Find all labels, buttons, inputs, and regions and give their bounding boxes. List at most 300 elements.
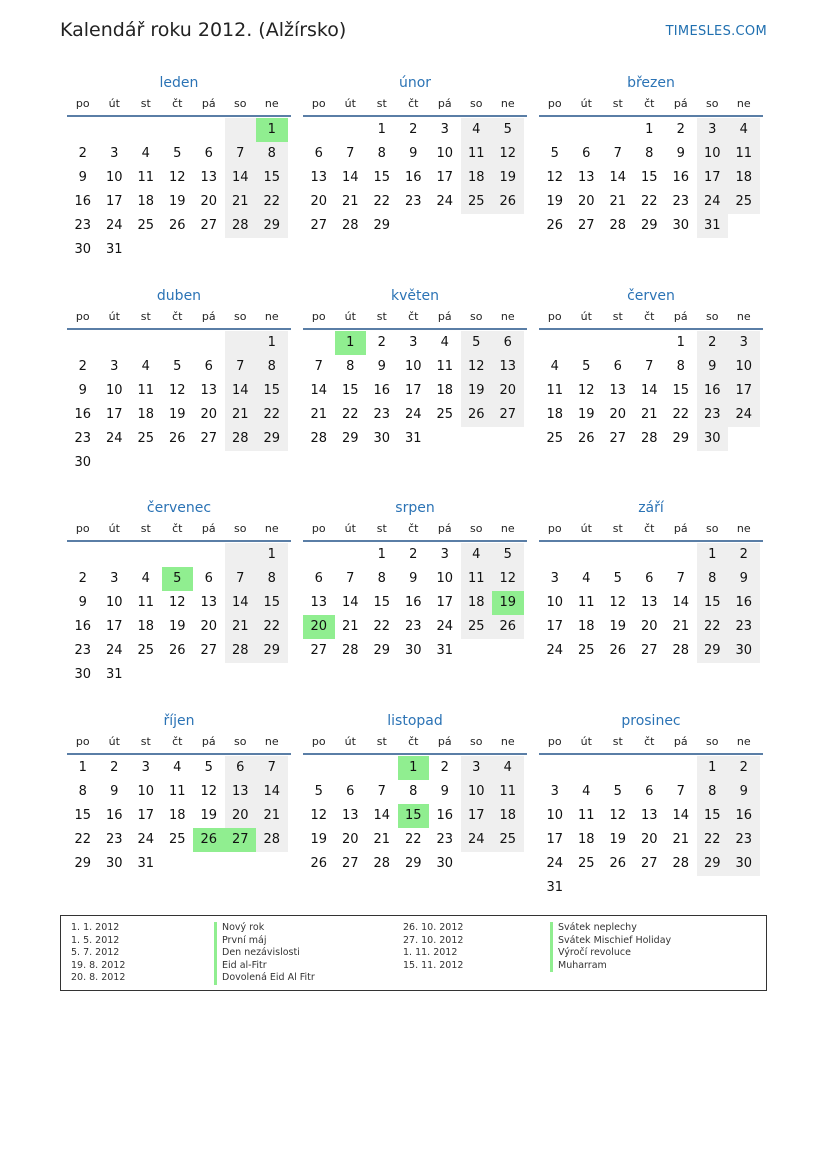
- day-cell: 12: [310, 808, 328, 823]
- empty-day-cell: [335, 543, 367, 567]
- weekday-label: st: [376, 735, 387, 748]
- day-cell: 3: [110, 571, 119, 586]
- empty-day-cell: [429, 214, 461, 238]
- day-cell: 4: [440, 335, 449, 350]
- weekday-label: ne: [264, 310, 279, 323]
- day-cell: 13: [200, 383, 218, 398]
- legend-date: 19. 8. 2012: [71, 959, 126, 971]
- day-cell: 25: [546, 431, 564, 446]
- day-cell: 17: [105, 619, 123, 634]
- day-cell: 31: [546, 880, 564, 895]
- day-cell: 9: [440, 784, 449, 799]
- day-cell: 21: [373, 832, 391, 847]
- empty-day-cell: [461, 427, 493, 451]
- day-cell: 13: [310, 595, 328, 610]
- day-cell: 14: [225, 166, 257, 190]
- day-cell: 15: [697, 591, 729, 615]
- empty-day-cell: [539, 543, 571, 567]
- weekday-label: pá: [201, 522, 216, 535]
- legend-holiday-name: Svátek Mischief Holiday: [550, 935, 671, 948]
- empty-day-cell: [634, 543, 666, 567]
- day-cell: 21: [341, 619, 359, 634]
- weekday-label: čt: [172, 310, 183, 323]
- day-cell: 26: [168, 643, 186, 658]
- day-cell: 7: [225, 142, 257, 166]
- day-cell: 15: [256, 379, 288, 403]
- day-cell: 3: [440, 547, 449, 562]
- day-cell: 23: [74, 431, 92, 446]
- day-cell: 23: [728, 615, 760, 639]
- day-cell: 15: [341, 383, 359, 398]
- weekday-label: po: [311, 735, 326, 748]
- day-cell: 19: [492, 591, 524, 615]
- day-cell: 15: [256, 166, 288, 190]
- day-cell: 29: [373, 643, 391, 658]
- day-cell: 16: [74, 619, 92, 634]
- day-cell: 28: [341, 218, 359, 233]
- day-cell: 26: [546, 218, 564, 233]
- day-cell: 1: [256, 543, 288, 567]
- empty-day-cell: [225, 238, 257, 262]
- empty-day-cell: [539, 756, 571, 780]
- month-title: duben: [156, 288, 202, 304]
- day-cell: 25: [728, 190, 760, 214]
- day-cell: 16: [404, 170, 422, 185]
- day-cell: 24: [436, 194, 454, 209]
- weekday-label: st: [376, 310, 387, 323]
- day-cell: 2: [110, 760, 119, 775]
- day-cell: 26: [461, 403, 493, 427]
- day-cell: 12: [168, 383, 186, 398]
- day-cell: 15: [373, 595, 391, 610]
- day-cell: 20: [310, 194, 328, 209]
- empty-day-cell: [130, 451, 162, 475]
- legend-holiday-name: Nový rok: [214, 922, 315, 935]
- day-cell: 28: [609, 218, 627, 233]
- day-cell: 28: [341, 643, 359, 658]
- day-cell: 20: [200, 407, 218, 422]
- day-cell: 13: [200, 170, 218, 185]
- month-květen: [303, 286, 527, 451]
- day-grid: [539, 756, 763, 900]
- weekday-header: [303, 306, 527, 330]
- day-cell: 8: [676, 359, 685, 374]
- weekday-header: [303, 518, 527, 542]
- empty-day-cell: [461, 639, 493, 663]
- empty-day-cell: [461, 852, 493, 876]
- day-cell: 21: [341, 194, 359, 209]
- day-cell: 2: [78, 359, 87, 374]
- day-cell: 22: [373, 194, 391, 209]
- day-cell: 11: [436, 359, 454, 374]
- day-cell: 27: [609, 431, 627, 446]
- day-grid: [303, 543, 527, 663]
- empty-day-cell: [67, 331, 99, 355]
- empty-day-cell: [162, 331, 194, 355]
- weekday-label: po: [75, 735, 90, 748]
- day-cell: 12: [577, 383, 595, 398]
- day-cell: 30: [74, 667, 92, 682]
- weekday-label: st: [140, 522, 151, 535]
- weekday-label: ne: [736, 522, 751, 535]
- month-listopad: [303, 711, 527, 876]
- empty-day-cell: [571, 543, 603, 567]
- day-cell: 7: [676, 571, 685, 586]
- day-cell: 8: [256, 567, 288, 591]
- day-cell: 26: [609, 643, 627, 658]
- day-cell: 20: [577, 194, 595, 209]
- empty-day-cell: [162, 118, 194, 142]
- weekday-label: út: [108, 522, 120, 535]
- day-cell: 4: [141, 146, 150, 161]
- day-cell: 18: [137, 619, 155, 634]
- day-cell: 18: [137, 194, 155, 209]
- day-cell: 18: [577, 619, 595, 634]
- day-cell: 12: [609, 595, 627, 610]
- legend-holiday-name: Eid al-Fitr: [214, 960, 315, 973]
- day-cell: 25: [577, 643, 595, 658]
- empty-day-cell: [602, 543, 634, 567]
- day-cell: 4: [461, 118, 493, 142]
- empty-day-cell: [225, 451, 257, 475]
- day-cell: 2: [78, 146, 87, 161]
- day-cell: 23: [697, 403, 729, 427]
- day-cell: 20: [200, 619, 218, 634]
- day-cell: 13: [577, 170, 595, 185]
- weekday-header: [539, 731, 763, 755]
- weekday-label: ne: [264, 735, 279, 748]
- weekday-label: út: [108, 310, 120, 323]
- day-cell: 16: [436, 808, 454, 823]
- day-cell: 17: [546, 619, 564, 634]
- day-cell: 29: [697, 639, 729, 663]
- legend-holiday-name: Den nezávislosti: [214, 947, 315, 960]
- day-cell: 1: [377, 547, 386, 562]
- day-cell: 24: [137, 832, 155, 847]
- day-cell: 10: [728, 355, 760, 379]
- day-cell: 29: [672, 431, 690, 446]
- empty-day-cell: [602, 331, 634, 355]
- weekday-label: út: [108, 97, 120, 110]
- day-cell: 11: [546, 383, 564, 398]
- empty-day-cell: [461, 214, 493, 238]
- day-cell: 4: [461, 543, 493, 567]
- weekday-label: ne: [736, 97, 751, 110]
- empty-day-cell: [634, 331, 666, 355]
- legend-holiday-name: Výročí revoluce: [550, 947, 671, 960]
- day-cell: 19: [461, 379, 493, 403]
- day-cell: 19: [168, 194, 186, 209]
- weekday-header: [539, 306, 763, 330]
- day-cell: 11: [577, 808, 595, 823]
- day-cell: 26: [492, 190, 524, 214]
- weekday-label: po: [75, 97, 90, 110]
- day-cell: 19: [200, 808, 218, 823]
- day-cell: 24: [546, 643, 564, 658]
- weekday-label: čt: [408, 522, 419, 535]
- day-cell: 19: [168, 619, 186, 634]
- day-cell: 22: [640, 194, 658, 209]
- legend-date: 15. 11. 2012: [403, 959, 464, 971]
- day-cell: 13: [609, 383, 627, 398]
- day-cell: 17: [728, 379, 760, 403]
- day-cell: 29: [256, 427, 288, 451]
- weekday-label: pá: [437, 522, 452, 535]
- weekday-label: út: [580, 310, 592, 323]
- day-cell: 1: [697, 756, 729, 780]
- day-cell: 11: [137, 383, 155, 398]
- month-duben: [67, 286, 291, 475]
- day-cell: 10: [404, 359, 422, 374]
- day-cell: 30: [728, 639, 760, 663]
- day-cell: 4: [492, 756, 524, 780]
- empty-day-cell: [602, 876, 634, 900]
- day-cell: 24: [436, 619, 454, 634]
- empty-day-cell: [492, 427, 524, 451]
- day-cell: 25: [492, 828, 524, 852]
- day-cell: 17: [546, 832, 564, 847]
- day-cell: 10: [697, 142, 729, 166]
- weekday-label: čt: [172, 522, 183, 535]
- day-cell: 25: [137, 643, 155, 658]
- day-cell: 11: [168, 784, 186, 799]
- empty-day-cell: [225, 543, 257, 567]
- day-cell: 17: [105, 407, 123, 422]
- weekday-label: ne: [500, 97, 515, 110]
- day-cell: 2: [409, 547, 418, 562]
- weekday-label: st: [376, 522, 387, 535]
- day-cell: 6: [314, 571, 323, 586]
- day-cell: 13: [310, 170, 328, 185]
- day-cell: 9: [78, 170, 87, 185]
- day-cell: 16: [728, 804, 760, 828]
- weekday-label: pá: [437, 735, 452, 748]
- weekday-label: po: [547, 97, 562, 110]
- day-cell: 2: [78, 571, 87, 586]
- empty-day-cell: [303, 118, 335, 142]
- empty-day-cell: [634, 876, 666, 900]
- weekday-label: st: [612, 522, 623, 535]
- day-cell: 18: [728, 166, 760, 190]
- day-cell: 17: [697, 166, 729, 190]
- month-title: srpen: [395, 500, 435, 516]
- empty-day-cell: [697, 876, 729, 900]
- empty-day-cell: [225, 118, 257, 142]
- day-cell: 16: [373, 383, 391, 398]
- empty-day-cell: [492, 639, 524, 663]
- day-cell: 9: [728, 780, 760, 804]
- month-únor: [303, 73, 527, 238]
- weekday-header: [539, 93, 763, 117]
- day-cell: 5: [461, 331, 493, 355]
- day-cell: 31: [137, 856, 155, 871]
- day-cell: 5: [173, 359, 182, 374]
- weekday-label: so: [470, 522, 483, 535]
- weekday-label: po: [75, 522, 90, 535]
- day-cell: 6: [314, 146, 323, 161]
- day-cell: 28: [310, 431, 328, 446]
- day-cell: 15: [640, 170, 658, 185]
- month-title: leden: [159, 75, 199, 91]
- weekday-label: po: [311, 97, 326, 110]
- day-cell: 13: [640, 595, 658, 610]
- empty-day-cell: [728, 427, 760, 451]
- day-cell: 14: [640, 383, 658, 398]
- day-cell: 27: [200, 218, 218, 233]
- day-cell: 2: [377, 335, 386, 350]
- day-cell: 7: [256, 756, 288, 780]
- day-cell: 1: [398, 756, 430, 780]
- weekday-label: ne: [500, 735, 515, 748]
- empty-day-cell: [665, 876, 697, 900]
- legend-names: [214, 922, 315, 985]
- day-cell: 14: [256, 780, 288, 804]
- day-cell: 23: [373, 407, 391, 422]
- day-cell: 10: [436, 571, 454, 586]
- day-cell: 23: [436, 832, 454, 847]
- day-cell: 26: [168, 431, 186, 446]
- weekday-label: po: [75, 310, 90, 323]
- weekday-label: so: [234, 310, 247, 323]
- empty-day-cell: [665, 756, 697, 780]
- weekday-label: ne: [264, 522, 279, 535]
- day-cell: 24: [546, 856, 564, 871]
- empty-day-cell: [99, 331, 131, 355]
- day-cell: 9: [78, 595, 87, 610]
- empty-day-cell: [303, 331, 335, 355]
- day-cell: 10: [546, 595, 564, 610]
- day-grid: [539, 118, 763, 238]
- weekday-label: út: [344, 522, 356, 535]
- weekday-label: út: [344, 97, 356, 110]
- empty-day-cell: [571, 756, 603, 780]
- month-title: březen: [627, 75, 675, 91]
- weekday-label: út: [580, 97, 592, 110]
- empty-day-cell: [571, 118, 603, 142]
- day-cell: 7: [613, 146, 622, 161]
- day-cell: 19: [492, 166, 524, 190]
- weekday-header: [67, 731, 291, 755]
- day-cell: 21: [256, 804, 288, 828]
- day-cell: 11: [461, 142, 493, 166]
- day-cell: 6: [204, 359, 213, 374]
- weekday-label: so: [470, 735, 483, 748]
- day-cell: 11: [728, 142, 760, 166]
- day-cell: 20: [225, 804, 257, 828]
- empty-day-cell: [256, 238, 288, 262]
- empty-day-cell: [162, 543, 194, 567]
- day-cell: 25: [461, 190, 493, 214]
- day-cell: 16: [728, 591, 760, 615]
- day-cell: 10: [137, 784, 155, 799]
- day-cell: 19: [577, 407, 595, 422]
- day-cell: 16: [74, 407, 92, 422]
- day-cell: 13: [200, 595, 218, 610]
- weekday-label: út: [108, 735, 120, 748]
- day-cell: 8: [377, 146, 386, 161]
- day-cell: 28: [373, 856, 391, 871]
- day-cell: 20: [303, 615, 335, 639]
- day-cell: 2: [676, 122, 685, 137]
- day-cell: 3: [697, 118, 729, 142]
- month-title: říjen: [163, 713, 195, 729]
- day-cell: 27: [225, 828, 257, 852]
- day-cell: 30: [105, 856, 123, 871]
- weekday-label: ne: [500, 522, 515, 535]
- empty-day-cell: [225, 663, 257, 687]
- day-cell: 9: [676, 146, 685, 161]
- day-cell: 28: [640, 431, 658, 446]
- empty-day-cell: [539, 331, 571, 355]
- day-cell: 30: [728, 852, 760, 876]
- day-cell: 16: [672, 170, 690, 185]
- legend-date: 20. 8. 2012: [71, 972, 126, 983]
- empty-day-cell: [99, 451, 131, 475]
- empty-day-cell: [303, 543, 335, 567]
- weekday-label: út: [580, 522, 592, 535]
- day-cell: 24: [461, 828, 493, 852]
- brand-logo[interactable]: TIMESLES.COM: [665, 24, 767, 39]
- day-cell: 29: [256, 639, 288, 663]
- day-cell: 24: [105, 431, 123, 446]
- day-cell: 17: [404, 383, 422, 398]
- weekday-label: ne: [500, 310, 515, 323]
- month-title: červenec: [146, 500, 212, 516]
- page-title: Kalendář roku 2012. (Alžírsko): [60, 19, 347, 41]
- day-cell: 28: [256, 828, 288, 852]
- day-cell: 21: [672, 619, 690, 634]
- weekday-label: po: [311, 522, 326, 535]
- weekday-label: po: [547, 735, 562, 748]
- day-cell: 25: [436, 407, 454, 422]
- weekday-label: po: [547, 310, 562, 323]
- day-cell: 2: [728, 543, 760, 567]
- day-cell: 16: [404, 595, 422, 610]
- day-cell: 23: [105, 832, 123, 847]
- day-cell: 15: [373, 170, 391, 185]
- day-cell: 20: [492, 379, 524, 403]
- day-cell: 21: [225, 190, 257, 214]
- day-cell: 3: [141, 760, 150, 775]
- month-prosinec: [539, 711, 763, 900]
- day-cell: 18: [137, 407, 155, 422]
- weekday-label: st: [612, 310, 623, 323]
- day-cell: 4: [582, 571, 591, 586]
- weekday-label: pá: [673, 310, 688, 323]
- day-cell: 18: [168, 808, 186, 823]
- empty-day-cell: [492, 214, 524, 238]
- empty-day-cell: [539, 118, 571, 142]
- day-cell: 28: [225, 427, 257, 451]
- weekday-label: st: [612, 735, 623, 748]
- empty-day-cell: [67, 118, 99, 142]
- day-cell: 22: [256, 190, 288, 214]
- day-cell: 13: [341, 808, 359, 823]
- day-cell: 1: [377, 122, 386, 137]
- day-cell: 1: [335, 331, 367, 355]
- day-cell: 23: [74, 218, 92, 233]
- weekday-label: čt: [408, 310, 419, 323]
- day-cell: 8: [346, 359, 355, 374]
- day-cell: 9: [377, 359, 386, 374]
- day-cell: 22: [697, 828, 729, 852]
- empty-day-cell: [162, 663, 194, 687]
- day-cell: 22: [74, 832, 92, 847]
- day-cell: 13: [492, 355, 524, 379]
- month-leden: [67, 73, 291, 262]
- legend-dates: [403, 922, 463, 972]
- day-cell: 4: [141, 571, 150, 586]
